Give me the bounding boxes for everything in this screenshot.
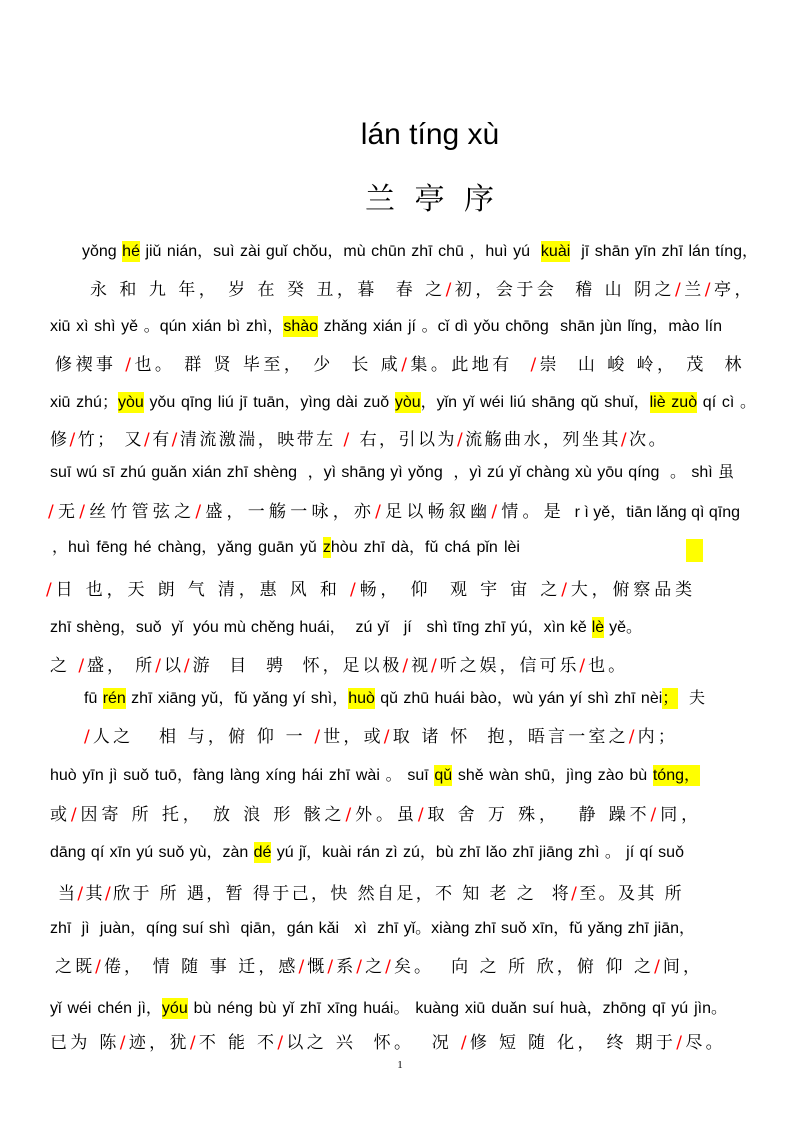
- red-slash-mark: /: [70, 805, 81, 825]
- hanzi-line: [84, 725, 678, 749]
- red-slash-mark: /: [95, 957, 104, 977]
- red-slash-mark: /: [676, 1033, 686, 1053]
- hanzi-line: [90, 278, 755, 302]
- red-slash-mark: /: [402, 656, 412, 676]
- red-slash-mark: /: [460, 1033, 470, 1053]
- pinyin-line: [84, 688, 705, 710]
- hanzi-text: 世，或: [323, 727, 384, 747]
- pinyin-line: [50, 462, 734, 484]
- hanzi-text: 因寄 所 托， 放 浪 形 骸之: [80, 805, 346, 825]
- pinyin-line: [50, 998, 727, 1020]
- hanzi-text: 兰: [684, 280, 705, 300]
- red-slash-mark: /: [654, 957, 663, 977]
- pinyin-text: zhī xiāng yǔ，fǔ yǎng yí shì，: [125, 690, 349, 707]
- hanzi-text: 竹； 又: [77, 430, 144, 450]
- hanzi-text: 有: [152, 430, 172, 450]
- hanzi-text: 以之 兴 怀。 况: [286, 1033, 461, 1053]
- red-slash-mark: /: [571, 884, 580, 904]
- hanzi-text: 以: [163, 656, 184, 676]
- highlighted-text: huò: [348, 690, 375, 707]
- pinyin-text: ，huì fēng hé chàng，yǎng guān yǔ: [52, 539, 323, 556]
- red-slash-mark: /: [125, 355, 135, 375]
- hanzi-text: 修禊事: [55, 355, 126, 375]
- red-slash-mark: /: [675, 280, 685, 300]
- highlighted-text: z: [322, 539, 331, 556]
- hanzi-text: 同，: [660, 805, 702, 825]
- pinyin-text: xiū xì shì yě 。qún xián bì zhì，: [50, 318, 284, 335]
- hanzi-text: 至。及其 所: [579, 884, 685, 904]
- highlighted-text: tóng，: [652, 767, 700, 784]
- red-slash-mark: /: [104, 884, 114, 904]
- red-slash-mark: /: [417, 805, 428, 825]
- highlighted-text: yòu: [117, 394, 144, 411]
- highlighted-text: yóu: [161, 1000, 188, 1017]
- pinyin-text: suī wú sī zhú guǎn xián zhī shèng ，yì shāng yì yǒng ，yì zú yǐ chàng xù yōu qíng 。 shì 虽: [50, 464, 734, 481]
- hanzi-text: 内；: [637, 727, 679, 747]
- pinyin-text: qǔ zhū huái bào，wù yán yí shì zhī nèi: [374, 690, 663, 707]
- hanzi-text: 不 能 不: [198, 1033, 278, 1053]
- red-slash-mark: /: [704, 280, 714, 300]
- red-slash-mark: /: [195, 502, 206, 522]
- red-slash-mark: /: [650, 805, 661, 825]
- pinyin-text: yú jǐ，kuài rán zì zú，bù zhī lǎo zhī jiāng zhì 。 jí qí suǒ: [271, 844, 684, 861]
- hanzi-text: 日 也，天 朗 气 清，惠 风 和: [55, 580, 350, 600]
- pinyin-line: [52, 537, 520, 559]
- pinyin-line: [82, 241, 758, 263]
- red-slash-mark: /: [79, 502, 90, 522]
- hanzi-line: [58, 882, 684, 906]
- hanzi-text: 无: [57, 502, 80, 522]
- hanzi-text: 之: [50, 656, 79, 676]
- red-slash-mark: /: [579, 656, 589, 676]
- red-slash-mark: /: [375, 502, 386, 522]
- hanzi-text: 人之 相 与，俯 仰 一: [92, 727, 315, 747]
- hanzi-text: 修: [50, 430, 70, 450]
- red-slash-mark: /: [69, 430, 78, 450]
- hanzi-text: 之: [365, 957, 386, 977]
- red-slash-mark: /: [343, 430, 352, 450]
- hanzi-text: 盛， 所: [87, 656, 156, 676]
- highlighted-text: ；: [662, 690, 679, 707]
- title-heading: 兰 亭 序: [364, 182, 500, 217]
- pinyin-text: huò yīn jì suǒ tuō，fàng làng xíng hái zhī wài 。 suī: [50, 767, 435, 784]
- red-slash-mark: /: [77, 884, 86, 904]
- pinyin-text: yǒng: [82, 243, 123, 260]
- pinyin-line: [50, 765, 700, 787]
- hanzi-text: 或: [50, 805, 71, 825]
- red-slash-mark: /: [620, 430, 630, 450]
- pinyin-text: hòu zhī dà，fǔ chá pǐn lèi: [330, 539, 520, 556]
- highlighted-text: shào: [283, 318, 319, 335]
- red-slash-mark: /: [491, 502, 502, 522]
- red-slash-mark: /: [456, 430, 466, 450]
- pinyin-line: [50, 316, 722, 338]
- highlighted-text: yòu: [394, 394, 421, 411]
- hanzi-text: 集。此地有: [410, 355, 531, 375]
- red-slash-mark: /: [431, 656, 440, 676]
- red-slash-mark: /: [314, 727, 324, 747]
- pinyin-text: zhī jì juàn，qíng suí shì qiān，gán kǎi xì zhī yǐ。xiàng zhī suǒ xīn，fǔ yǎng zhī jiān，: [50, 920, 695, 937]
- highlighted-text: liè zuò: [649, 394, 698, 411]
- hanzi-text: 畅， 仰 观 宇 宙 之: [359, 580, 562, 600]
- red-slash-mark: /: [78, 656, 88, 676]
- red-slash-mark: /: [155, 656, 164, 676]
- pinyin-text: fū: [84, 690, 103, 707]
- red-slash-mark: /: [119, 1033, 129, 1053]
- hanzi-text: 慨: [307, 957, 328, 977]
- pinyin-text: dāng qí xīn yú suǒ yù，zàn: [50, 844, 254, 861]
- pinyin-line: [50, 842, 684, 864]
- hanzi-line: [55, 955, 703, 979]
- pinyin-text: 夫: [678, 690, 705, 707]
- page-number: 1: [397, 1059, 403, 1071]
- hanzi-line: [50, 428, 668, 452]
- title-pinyin: lán tíng xù: [360, 118, 500, 151]
- highlighted-text: rén: [102, 690, 126, 707]
- red-slash-mark: /: [171, 430, 180, 450]
- hanzi-text: 迹，犹: [128, 1033, 190, 1053]
- pinyin-text: ，yǐn yǐ wéi liú shāng qǔ shuǐ，: [420, 394, 650, 411]
- pinyin-text: xiū zhú；: [50, 394, 118, 411]
- pinyin-text: zhī shèng，suǒ yǐ yóu mù chěng huái， zú yǐ jí shì tīng zhī yú，xìn kě: [50, 619, 592, 636]
- hanzi-text: 初，会于会 稽 山 阴之: [454, 280, 675, 300]
- hanzi-line: [48, 500, 740, 525]
- red-slash-mark: /: [349, 580, 360, 600]
- hanzi-text: 间，: [662, 957, 704, 977]
- hanzi-text: 大，俯察品类: [570, 580, 696, 600]
- red-slash-mark: /: [530, 355, 540, 375]
- red-slash-mark: /: [383, 727, 393, 747]
- hanzi-text: 取 诸 怀 抱，晤言一室之: [392, 727, 629, 747]
- hanzi-line: [50, 654, 628, 678]
- empty-highlight-box: [686, 539, 703, 562]
- hanzi-text: 情。是: [501, 502, 575, 522]
- hanzi-text: 视: [411, 656, 432, 676]
- pinyin-line: [50, 392, 756, 414]
- red-slash-mark: /: [189, 1033, 199, 1053]
- hanzi-text: 听之娱，信可乐: [439, 656, 580, 676]
- highlighted-text: hé: [122, 243, 140, 260]
- hanzi-text: 流觞曲水，列坐其: [465, 430, 621, 450]
- hanzi-text: 永 和 九 年， 岁 在 癸 丑，暮 春 之: [90, 280, 446, 300]
- hanzi-text: 右，引以为: [351, 430, 457, 450]
- hanzi-text: 尽。: [685, 1033, 726, 1053]
- red-slash-mark: /: [183, 656, 193, 676]
- hanzi-text: 当: [58, 884, 78, 904]
- red-slash-mark: /: [561, 580, 571, 600]
- hanzi-text: 已为 陈: [50, 1033, 120, 1053]
- hanzi-text: 欣于 所 遇，暂 得于己，快 然自足，不 知 老 之 将: [113, 884, 572, 904]
- hanzi-text: 也。 群 贤 毕至， 少 长 咸: [134, 355, 402, 375]
- pinyin-text: qí cì 。: [697, 394, 756, 411]
- red-slash-mark: /: [327, 957, 337, 977]
- hanzi-text: 外。虽: [355, 805, 418, 825]
- hanzi-text: 其: [85, 884, 105, 904]
- hanzi-line: [50, 803, 702, 827]
- hanzi-text: 倦， 情 随 事 迁，感: [103, 957, 299, 977]
- hanzi-line: [55, 353, 745, 377]
- red-slash-mark: /: [345, 805, 356, 825]
- hanzi-text: 游 目 骋 怀，足以极: [192, 656, 403, 676]
- hanzi-text: 崇 山 峻 岭， 茂 林: [539, 355, 746, 375]
- hanzi-text: 系: [336, 957, 357, 977]
- hanzi-text: 盛，一觞一咏，亦: [205, 502, 376, 522]
- red-slash-mark: /: [143, 430, 153, 450]
- highlighted-text: lè: [591, 619, 605, 636]
- red-slash-mark: /: [298, 957, 308, 977]
- pinyin-text: jiǔ nián，suì zài guǐ chǒu，mù chūn zhī chū ，huì yú: [139, 243, 541, 260]
- hanzi-line: [50, 1031, 726, 1055]
- pinyin-line: [50, 918, 695, 940]
- pinyin-text: jī shān yīn zhī lán tíng，: [570, 243, 758, 260]
- pinyin-text: bù néng bù yǐ zhī xīng huái。 kuàng xiū duǎn suí huà，zhōng qī yú jìn。: [187, 1000, 727, 1017]
- red-slash-mark: /: [385, 957, 394, 977]
- red-slash-mark: /: [84, 727, 93, 747]
- highlighted-text: kuài: [540, 243, 571, 260]
- red-slash-mark: /: [277, 1033, 287, 1053]
- pinyin-text: yǐ wéi chén jì，: [50, 1000, 162, 1017]
- hanzi-text: 矣。 向 之 所 欣，俯 仰 之: [393, 957, 655, 977]
- red-slash-mark: /: [48, 502, 58, 522]
- pinyin-text: zhǎng xián jí 。cǐ dì yǒu chōng shān jùn lǐng，mào lín: [318, 318, 722, 335]
- red-slash-mark: /: [445, 280, 455, 300]
- hanzi-text: 取 舍 万 殊， 静 躁不: [427, 805, 651, 825]
- hanzi-text: 亭，: [713, 280, 755, 300]
- hanzi-text: 丝竹管弦之: [89, 502, 196, 522]
- pinyin-text: shě wàn shū，jìng zào bù: [452, 767, 653, 784]
- pinyin-line: [50, 617, 642, 639]
- hanzi-text: 足以畅叙幽: [385, 502, 492, 522]
- highlighted-text: qǔ: [434, 767, 453, 784]
- hanzi-text: 之既: [55, 957, 96, 977]
- hanzi-text: 也。: [588, 656, 629, 676]
- red-slash-mark: /: [46, 580, 56, 600]
- inline-pinyin-text: r ì yě，tiān lǎng qì qīng: [574, 504, 741, 521]
- red-slash-mark: /: [628, 727, 638, 747]
- red-slash-mark: /: [401, 355, 411, 375]
- hanzi-text: 修 短 随 化， 终 期于: [469, 1033, 677, 1053]
- pinyin-text: yǒu qīng liú jī tuān，yìng dài zuǒ: [143, 394, 395, 411]
- hanzi-text: 次。: [629, 430, 669, 450]
- hanzi-text: 清流激湍，映带左: [179, 430, 344, 450]
- highlighted-text: dé: [253, 844, 272, 861]
- pinyin-text: yě。: [604, 619, 642, 636]
- red-slash-mark: /: [356, 957, 366, 977]
- hanzi-line: [46, 578, 696, 602]
